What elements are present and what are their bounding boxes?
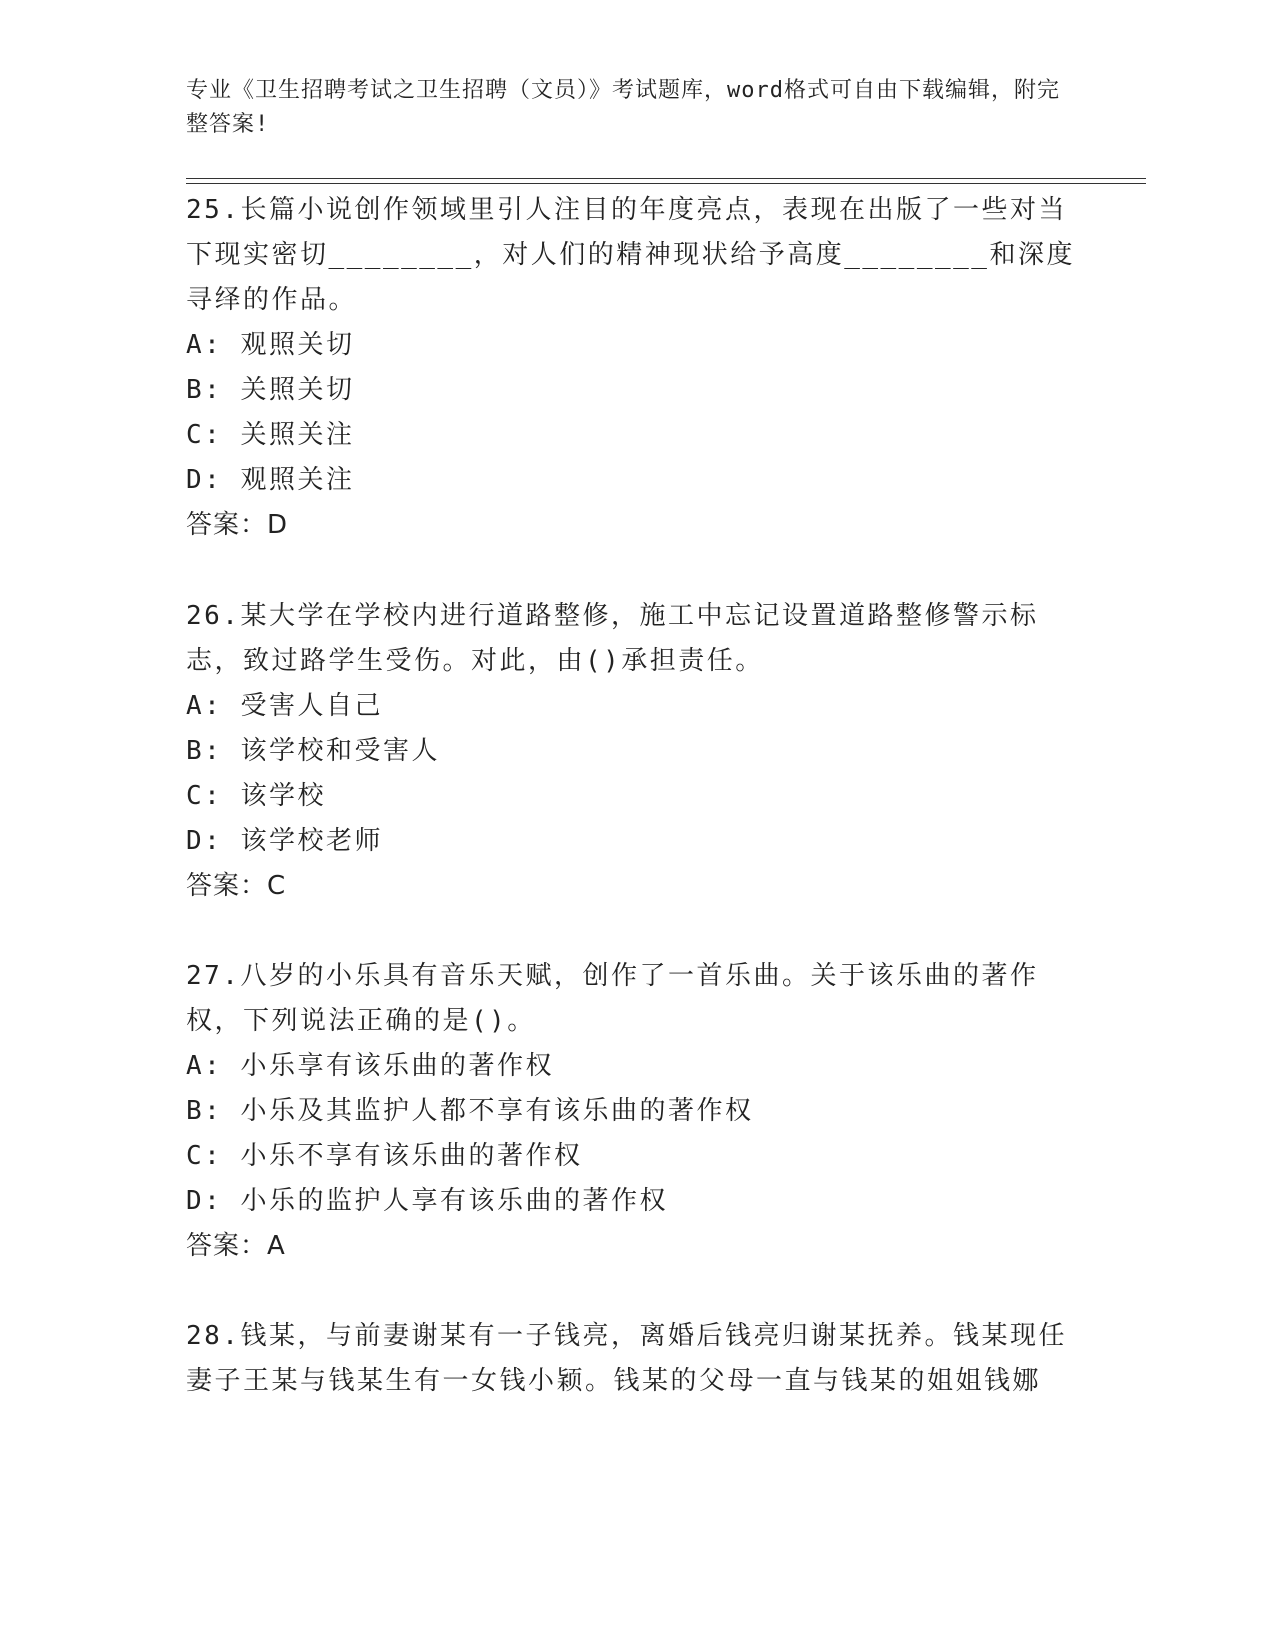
answer: 答案：D [186,510,289,540]
option-d: D: 观照关注 [186,465,355,495]
option-b: B: 该学校和受害人 [186,736,440,766]
question-27 [186,954,1086,1269]
option-c: C: 关照关注 [186,420,355,450]
question-text: 28.钱某，与前妻谢某有一子钱亮，离婚后钱亮归谢某抚养。钱某现任妻子王某与钱某生有一女钱小颖。钱某的父母一直与钱某的姐姐钱娜 [186,1321,1067,1396]
answer: 答案：A [186,1231,286,1261]
question-text: 25.长篇小说创作领域里引人注目的年度亮点，表现在出版了一些对当下现实密切________，对人们的精神现状给予高度________和深度寻绎的作品。 [186,195,1075,315]
question-text: 27.八岁的小乐具有音乐天赋，创作了一首乐曲。关于该乐曲的著作权，下列说法正确的是()。 [186,961,1039,1036]
option-c: C: 该学校 [186,781,326,811]
question-26 [186,594,1086,909]
header-divider-bottom [186,183,1146,184]
question-text: 26.某大学在学校内进行道路整修，施工中忘记设置道路整修警示标志，致过路学生受伤。对此，由()承担责任。 [186,601,1039,676]
header-divider-top [186,178,1146,179]
option-b: B: 小乐及其监护人都不享有该乐曲的著作权 [186,1096,754,1126]
question-28 [186,1314,1086,1404]
question-25 [186,188,1086,548]
answer: 答案：C [186,871,287,901]
option-d: D: 该学校老师 [186,826,383,856]
option-a: A: 观照关切 [186,330,355,360]
header-note: 专业《卫生招聘考试之卫生招聘（文员）》考试题库，word格式可自由下载编辑，附完整答案! [186,78,1060,137]
option-a: A: 受害人自己 [186,691,383,721]
option-d: D: 小乐的监护人享有该乐曲的著作权 [186,1186,668,1216]
option-b: B: 关照关切 [186,375,355,405]
option-c: C: 小乐不享有该乐曲的著作权 [186,1141,583,1171]
option-a: A: 小乐享有该乐曲的著作权 [186,1051,554,1081]
